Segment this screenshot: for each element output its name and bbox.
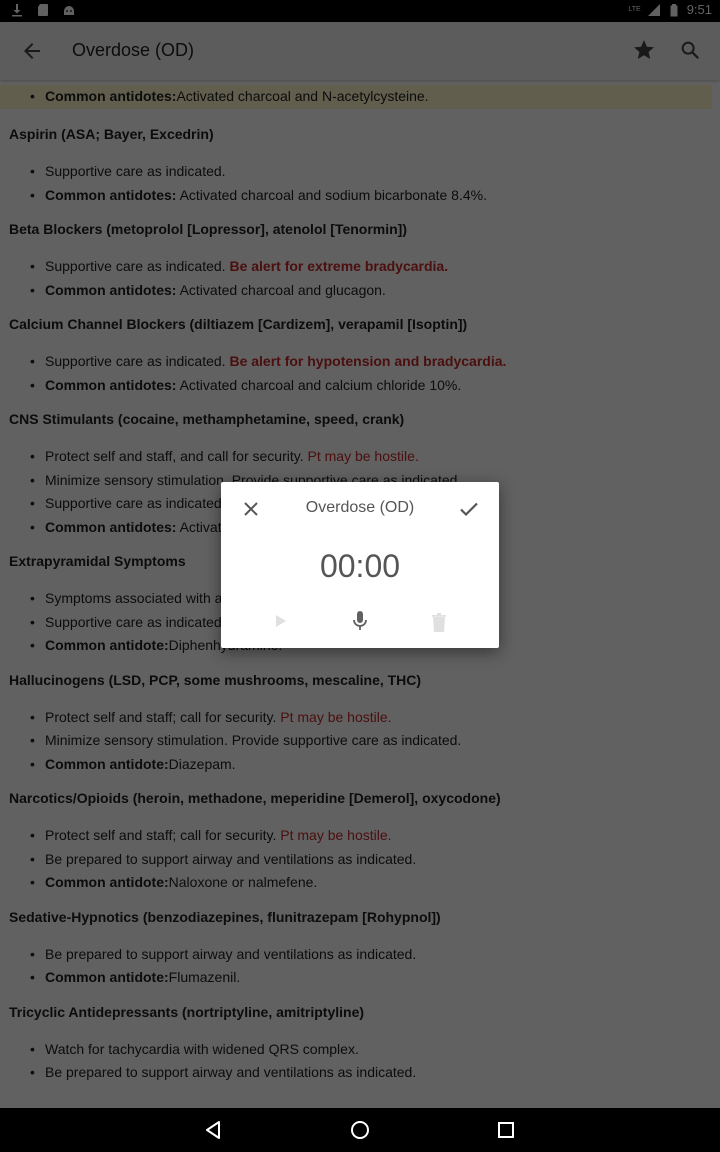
nav-recents-icon[interactable] — [494, 1118, 518, 1142]
nav-back-icon[interactable] — [202, 1118, 226, 1142]
microphone-icon[interactable] — [350, 610, 370, 632]
play-icon[interactable] — [272, 613, 288, 629]
trash-icon[interactable] — [429, 611, 449, 633]
timer-dialog — [221, 482, 499, 648]
check-icon[interactable] — [458, 498, 480, 520]
nav-home-icon[interactable] — [348, 1118, 372, 1142]
navigation-bar — [0, 1108, 720, 1152]
timer-display: 00:00 — [319, 548, 401, 584]
dialog-title: Overdose (OD) — [305, 499, 415, 516]
